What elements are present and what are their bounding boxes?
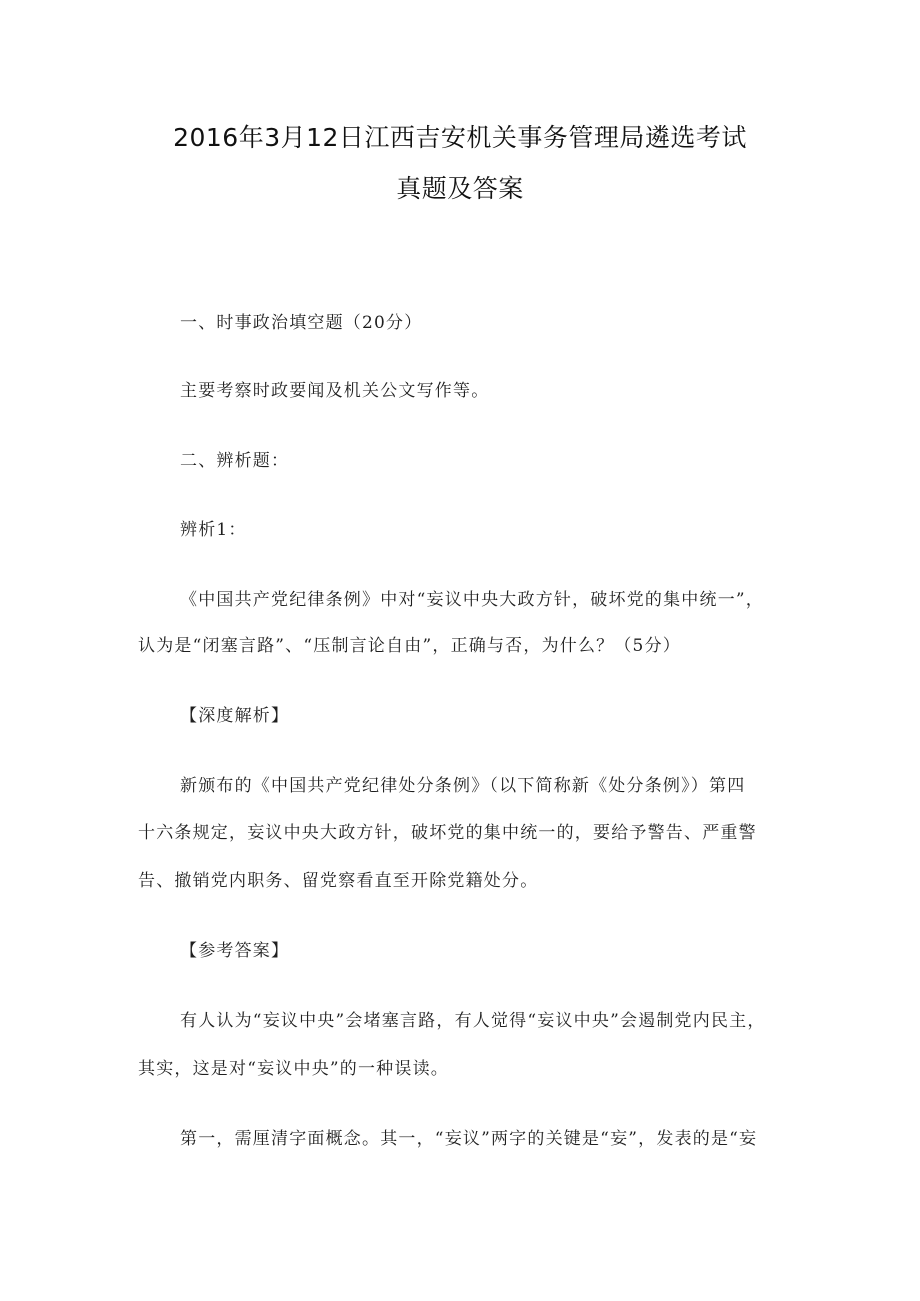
document-title-line-2: 真题及答案 [396,174,524,203]
analysis-line-3: 告、撤销党内职务、留党察看直至开除党籍处分。 [138,871,539,891]
section-2-heading: 二、辨析题： [180,451,290,471]
answer-line-2: 其实，这是对“妄议中央”的一种误读。 [138,1059,449,1079]
analysis-line-1: 新颁布的《中国共产党纪律处分条例》（以下简称新《处分条例》）第四 [180,776,746,796]
answer-line-1: 有人认为“妄议中央”会堵塞言路，有人觉得“妄议中央”会遏制党内民主， [180,1011,766,1031]
section-1-heading: 一、时事政治填空题（20分） [180,313,423,333]
document-title-line-1: 2016年3月12日江西吉安机关事务管理局遴选考试 [173,123,747,152]
question-line-1: 《中国共产党纪律条例》中对“妄议中央大政方针，破坏党的集中统一”， [180,590,764,610]
analysis-1-label: 辨析1： [180,520,247,540]
reference-answer-label: 【参考答案】 [180,941,290,961]
analysis-line-2: 十六条规定，妄议中央大政方针，破坏党的集中统一的，要给予警告、严重警 [138,823,757,843]
point-1-line-1: 第一，需厘清字面概念。其一，“妄议”两字的关键是“妄”，发表的是“妄 [180,1129,758,1149]
deep-analysis-label: 【深度解析】 [180,706,290,726]
question-line-2: 认为是“闭塞言路”、“压制言论自由”，正确与否，为什么？（5分） [138,636,681,656]
section-1-text: 主要考察时政要闻及机关公文写作等。 [180,381,490,401]
